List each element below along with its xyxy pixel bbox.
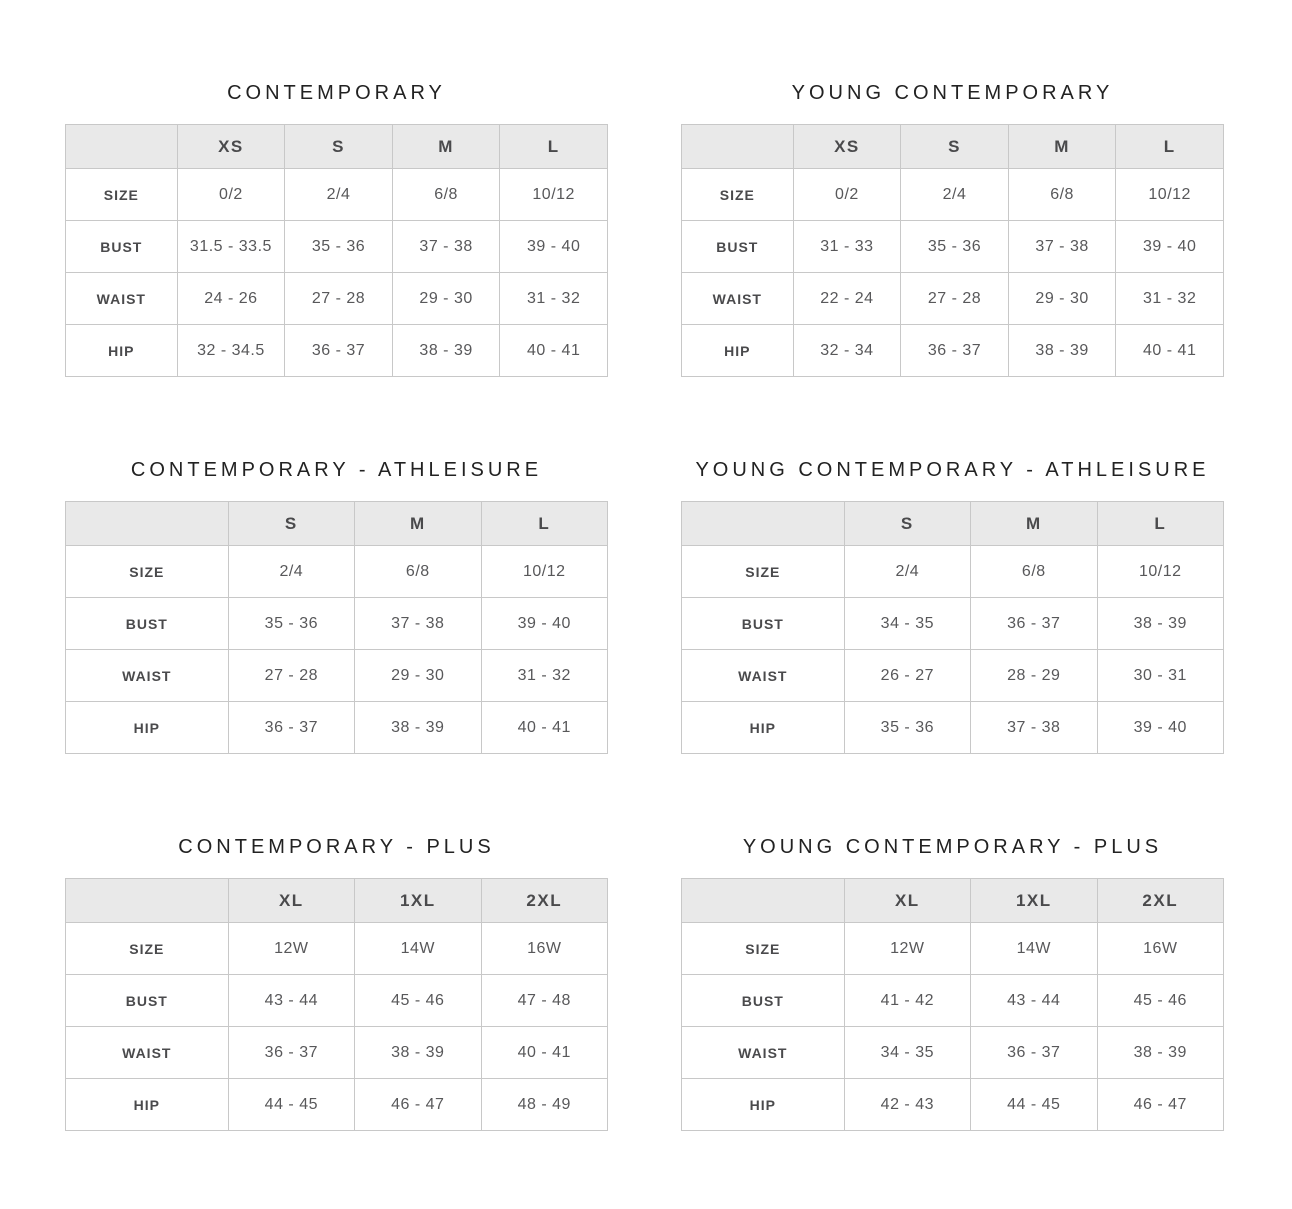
- measurement-row: [682, 702, 1224, 754]
- measurement-value: 42 - 43: [844, 1079, 970, 1131]
- measurement-value: 0/2: [793, 169, 901, 221]
- measurement-value: 16W: [481, 923, 607, 975]
- measurement-value: 44 - 45: [228, 1079, 354, 1131]
- measurement-label: HIP: [682, 325, 794, 377]
- measurement-value: 2/4: [844, 546, 970, 598]
- measurement-value: 45 - 46: [355, 975, 481, 1027]
- measurement-value: 27 - 28: [285, 273, 393, 325]
- size-chart-table: [681, 878, 1224, 1131]
- measurement-value: 35 - 36: [901, 221, 1009, 273]
- measurement-value: 6/8: [1008, 169, 1116, 221]
- measurement-label: BUST: [682, 975, 845, 1027]
- measurement-label: HIP: [66, 702, 229, 754]
- measurement-row: [682, 273, 1224, 325]
- measurement-label: BUST: [66, 221, 178, 273]
- measurement-value: 31.5 - 33.5: [177, 221, 285, 273]
- measurement-value: 31 - 33: [793, 221, 901, 273]
- measurement-row: [66, 702, 608, 754]
- measurement-value: 38 - 39: [355, 702, 481, 754]
- measurement-value: 41 - 42: [844, 975, 970, 1027]
- corner-cell: [682, 125, 794, 169]
- measurement-value: 40 - 41: [481, 1027, 607, 1079]
- corner-cell: [66, 879, 229, 923]
- measurement-label: SIZE: [682, 923, 845, 975]
- size-column-header: L: [481, 502, 607, 546]
- measurement-label: SIZE: [682, 546, 845, 598]
- measurement-value: 38 - 39: [1008, 325, 1116, 377]
- measurement-value: 28 - 29: [971, 650, 1097, 702]
- size-column-header: 1XL: [971, 879, 1097, 923]
- measurement-row: [66, 923, 608, 975]
- measurement-row: [682, 546, 1224, 598]
- measurement-value: 36 - 37: [971, 1027, 1097, 1079]
- size-column-header: XS: [177, 125, 285, 169]
- measurement-value: 48 - 49: [481, 1079, 607, 1131]
- size-column-header: M: [355, 502, 481, 546]
- measurement-label: WAIST: [66, 273, 178, 325]
- corner-cell: [66, 502, 229, 546]
- measurement-value: 40 - 41: [500, 325, 608, 377]
- size-chart-contemporary-athleisure: [65, 459, 608, 754]
- measurement-value: 38 - 39: [1097, 598, 1223, 650]
- measurement-value: 32 - 34: [793, 325, 901, 377]
- size-column-header: 2XL: [1097, 879, 1223, 923]
- size-column-header: L: [500, 125, 608, 169]
- size-chart-young-contemporary-plus: [681, 836, 1224, 1131]
- measurement-label: HIP: [682, 1079, 845, 1131]
- measurement-value: 16W: [1097, 923, 1223, 975]
- size-column-header: XL: [228, 879, 354, 923]
- measurement-value: 27 - 28: [228, 650, 354, 702]
- size-column-header: 2XL: [481, 879, 607, 923]
- measurement-row: [66, 325, 608, 377]
- measurement-label: SIZE: [66, 169, 178, 221]
- measurement-value: 39 - 40: [1097, 702, 1223, 754]
- measurement-row: [66, 546, 608, 598]
- measurement-label: SIZE: [66, 923, 229, 975]
- measurement-value: 12W: [228, 923, 354, 975]
- measurement-value: 10/12: [1097, 546, 1223, 598]
- measurement-value: 38 - 39: [1097, 1027, 1223, 1079]
- measurement-label: SIZE: [682, 169, 794, 221]
- measurement-value: 36 - 37: [971, 598, 1097, 650]
- size-charts-grid: [65, 82, 1227, 1131]
- size-column-header: XL: [844, 879, 970, 923]
- measurement-value: 35 - 36: [844, 702, 970, 754]
- measurement-value: 14W: [355, 923, 481, 975]
- size-chart-table: [65, 124, 608, 377]
- corner-cell: [66, 125, 178, 169]
- measurement-value: 10/12: [481, 546, 607, 598]
- size-chart-table: [65, 878, 608, 1131]
- measurement-value: 36 - 37: [285, 325, 393, 377]
- measurement-value: 12W: [844, 923, 970, 975]
- measurement-value: 27 - 28: [901, 273, 1009, 325]
- size-chart-young-contemporary-athleisure: [681, 459, 1224, 754]
- corner-cell: [682, 879, 845, 923]
- size-chart-contemporary-plus: [65, 836, 608, 1131]
- measurement-value: 47 - 48: [481, 975, 607, 1027]
- measurement-row: [66, 221, 608, 273]
- measurement-value: 46 - 47: [355, 1079, 481, 1131]
- size-header-row: [66, 125, 608, 169]
- size-header-row: [682, 879, 1224, 923]
- measurement-value: 39 - 40: [500, 221, 608, 273]
- size-header-row: [682, 502, 1224, 546]
- measurement-value: 31 - 32: [500, 273, 608, 325]
- measurement-value: 34 - 35: [844, 598, 970, 650]
- corner-cell: [682, 502, 845, 546]
- size-column-header: S: [228, 502, 354, 546]
- measurement-label: WAIST: [682, 650, 845, 702]
- measurement-value: 31 - 32: [1116, 273, 1224, 325]
- size-column-header: XS: [793, 125, 901, 169]
- size-header-row: [66, 879, 608, 923]
- measurement-value: 22 - 24: [793, 273, 901, 325]
- measurement-row: [66, 598, 608, 650]
- size-column-header: 1XL: [355, 879, 481, 923]
- measurement-row: [66, 975, 608, 1027]
- measurement-value: 37 - 38: [971, 702, 1097, 754]
- measurement-label: WAIST: [66, 1027, 229, 1079]
- size-column-header: S: [844, 502, 970, 546]
- measurement-value: 43 - 44: [971, 975, 1097, 1027]
- measurement-value: 37 - 38: [392, 221, 500, 273]
- size-column-header: L: [1097, 502, 1223, 546]
- size-column-header: M: [392, 125, 500, 169]
- size-column-header: S: [901, 125, 1009, 169]
- measurement-label: HIP: [66, 325, 178, 377]
- measurement-row: [66, 1079, 608, 1131]
- size-chart-table: [681, 501, 1224, 754]
- measurement-label: WAIST: [682, 273, 794, 325]
- measurement-value: 38 - 39: [392, 325, 500, 377]
- measurement-value: 40 - 41: [1116, 325, 1224, 377]
- measurement-value: 14W: [971, 923, 1097, 975]
- size-column-header: S: [285, 125, 393, 169]
- measurement-value: 39 - 40: [1116, 221, 1224, 273]
- measurement-row: [66, 169, 608, 221]
- measurement-value: 36 - 37: [228, 1027, 354, 1079]
- measurement-label: BUST: [682, 221, 794, 273]
- measurement-value: 26 - 27: [844, 650, 970, 702]
- measurement-label: BUST: [682, 598, 845, 650]
- measurement-value: 40 - 41: [481, 702, 607, 754]
- measurement-row: [682, 923, 1224, 975]
- measurement-value: 6/8: [971, 546, 1097, 598]
- measurement-label: SIZE: [66, 546, 229, 598]
- size-chart-contemporary: [65, 82, 608, 377]
- size-chart-table: [65, 501, 608, 754]
- chart-title: CONTEMPORARY - ATHLEISURE: [130, 459, 543, 481]
- measurement-value: 44 - 45: [971, 1079, 1097, 1131]
- chart-title: CONTEMPORARY: [227, 82, 446, 104]
- measurement-value: 2/4: [901, 169, 1009, 221]
- measurement-value: 29 - 30: [355, 650, 481, 702]
- measurement-row: [66, 1027, 608, 1079]
- size-column-header: M: [1008, 125, 1116, 169]
- measurement-value: 32 - 34.5: [177, 325, 285, 377]
- measurement-label: WAIST: [66, 650, 229, 702]
- measurement-row: [682, 169, 1224, 221]
- measurement-value: 30 - 31: [1097, 650, 1223, 702]
- measurement-row: [66, 273, 608, 325]
- measurement-value: 34 - 35: [844, 1027, 970, 1079]
- measurement-value: 39 - 40: [481, 598, 607, 650]
- chart-title: YOUNG CONTEMPORARY - ATHLEISURE: [695, 459, 1210, 481]
- measurement-value: 35 - 36: [285, 221, 393, 273]
- measurement-value: 37 - 38: [1008, 221, 1116, 273]
- measurement-value: 46 - 47: [1097, 1079, 1223, 1131]
- size-column-header: L: [1116, 125, 1224, 169]
- size-chart-table: [681, 124, 1224, 377]
- measurement-value: 24 - 26: [177, 273, 285, 325]
- measurement-value: 31 - 32: [481, 650, 607, 702]
- size-header-row: [66, 502, 608, 546]
- measurement-value: 6/8: [392, 169, 500, 221]
- measurement-row: [682, 650, 1224, 702]
- measurement-row: [682, 975, 1224, 1027]
- measurement-label: WAIST: [682, 1027, 845, 1079]
- measurement-row: [682, 325, 1224, 377]
- measurement-value: 36 - 37: [228, 702, 354, 754]
- measurement-value: 29 - 30: [392, 273, 500, 325]
- measurement-value: 36 - 37: [901, 325, 1009, 377]
- measurement-label: BUST: [66, 975, 229, 1027]
- measurement-value: 6/8: [355, 546, 481, 598]
- chart-title: YOUNG CONTEMPORARY: [791, 82, 1114, 104]
- chart-title: YOUNG CONTEMPORARY - PLUS: [742, 836, 1163, 858]
- measurement-label: HIP: [682, 702, 845, 754]
- size-column-header: M: [971, 502, 1097, 546]
- measurement-value: 29 - 30: [1008, 273, 1116, 325]
- measurement-value: 10/12: [500, 169, 608, 221]
- measurement-row: [682, 598, 1224, 650]
- measurement-value: 38 - 39: [355, 1027, 481, 1079]
- size-header-row: [682, 125, 1224, 169]
- measurement-row: [682, 1079, 1224, 1131]
- measurement-value: 10/12: [1116, 169, 1224, 221]
- measurement-value: 2/4: [228, 546, 354, 598]
- measurement-value: 43 - 44: [228, 975, 354, 1027]
- chart-title: CONTEMPORARY - PLUS: [178, 836, 495, 858]
- measurement-value: 2/4: [285, 169, 393, 221]
- measurement-row: [66, 650, 608, 702]
- measurement-value: 35 - 36: [228, 598, 354, 650]
- measurement-row: [682, 221, 1224, 273]
- measurement-value: 37 - 38: [355, 598, 481, 650]
- size-chart-young-contemporary: [681, 82, 1224, 377]
- measurement-value: 0/2: [177, 169, 285, 221]
- measurement-value: 45 - 46: [1097, 975, 1223, 1027]
- measurement-label: BUST: [66, 598, 229, 650]
- measurement-row: [682, 1027, 1224, 1079]
- measurement-label: HIP: [66, 1079, 229, 1131]
